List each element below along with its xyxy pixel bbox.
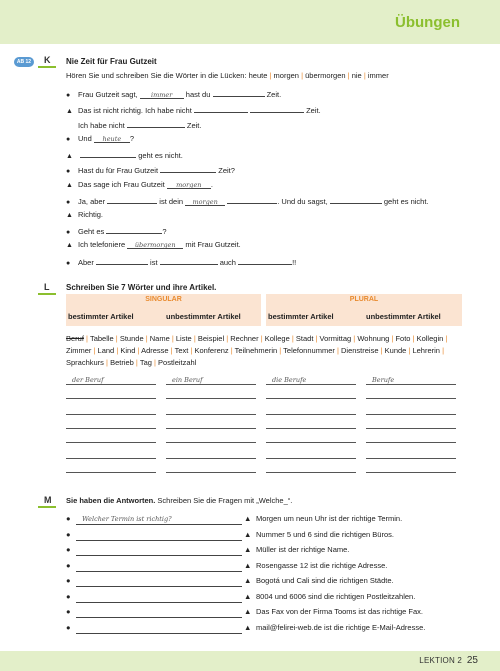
instruction-text: Hören Sie und schreiben Sie die Wörter in die Lücken: <box>66 71 247 80</box>
writing-line[interactable] <box>66 442 156 443</box>
answer-text: Das Fax von der Firma Tooms ist das richtige Fax. <box>256 607 423 616</box>
fill-blank[interactable]: heute <box>94 134 130 143</box>
example-entry: ein Beruf <box>172 376 203 384</box>
word-item: Tabelle <box>89 334 114 343</box>
section-m-instruction: Schreiben Sie die Fragen mit „Welche_“. <box>157 496 293 505</box>
audio-track-badge: AB 12 <box>14 57 34 67</box>
bullet-answer: ▲ <box>244 576 252 585</box>
answer-text: 8004 und 6006 sind die richtigen Postleitzahlen. <box>256 592 416 601</box>
answer-text: mail@felirei-web.de ist die richtige E-Mail-Adresse. <box>256 623 426 632</box>
dialog-line: ▲ Das ist nicht richtig. Ich habe nicht Zeit. <box>66 106 321 115</box>
fill-blank[interactable]: morgen <box>185 197 225 206</box>
writing-line[interactable] <box>66 398 156 399</box>
answer-text: Nummer 5 und 6 sind die richtigen Büros. <box>256 530 394 539</box>
word-option: übermorgen <box>305 71 346 80</box>
fill-blank[interactable] <box>80 149 136 158</box>
page-footer <box>0 651 500 671</box>
section-k-title: Nie Zeit für Frau Gutzeit <box>66 57 157 66</box>
dialog-line: ▲ Richtig. <box>66 210 104 219</box>
fill-blank[interactable] <box>106 225 162 234</box>
word-item: Vormittag <box>319 334 352 343</box>
bullet-answer: ▲ <box>244 623 252 632</box>
question-line[interactable] <box>76 609 242 618</box>
dialog-line: ▲ Das sage ich Frau Gutzeit morgen . <box>66 180 213 189</box>
writing-line[interactable] <box>166 398 256 399</box>
writing-line[interactable] <box>266 428 356 429</box>
fill-blank[interactable] <box>96 256 148 265</box>
word-item: Stadt <box>295 334 314 343</box>
column-header: unbestimmter Artikel <box>166 312 241 321</box>
word-item: Liste <box>175 334 192 343</box>
table-header-singular <box>66 294 261 326</box>
bullet-answer: ▲ <box>244 607 252 616</box>
section-label-m: M <box>44 495 52 505</box>
word-option: immer <box>367 71 389 80</box>
word-item: Telefonnummer <box>283 346 335 355</box>
lesson-label: LEKTION 2 <box>419 656 462 665</box>
fill-blank[interactable] <box>330 195 382 204</box>
writing-line[interactable] <box>266 384 356 385</box>
fill-blank[interactable] <box>127 119 185 128</box>
word-item: Land <box>97 346 115 355</box>
question-line[interactable] <box>76 594 242 603</box>
section-rule-l <box>38 293 56 295</box>
bullet-answer: ▲ <box>244 561 252 570</box>
writing-line[interactable] <box>266 458 356 459</box>
bullet-question: ● <box>66 530 71 539</box>
section-m-heading <box>66 496 292 505</box>
column-header: bestimmter Artikel <box>68 312 134 321</box>
word-item: Name <box>149 334 170 343</box>
word-item: Kollegin <box>416 334 444 343</box>
fill-blank[interactable]: morgen <box>167 180 211 189</box>
writing-line[interactable] <box>366 398 456 399</box>
bullet-question: ● <box>66 607 71 616</box>
bullet-question: ● <box>66 623 71 632</box>
answer-text: Morgen um neun Uhr ist der richtige Termin. <box>256 514 403 523</box>
page-title: Übungen <box>395 14 460 31</box>
word-item: Zimmer <box>66 346 92 355</box>
question-line[interactable] <box>76 625 242 634</box>
bullet-answer: ▲ <box>244 592 252 601</box>
bullet-question: ● <box>66 592 71 601</box>
group-label: PLURAL <box>349 296 379 303</box>
question-line[interactable] <box>76 578 242 587</box>
writing-line[interactable] <box>66 428 156 429</box>
writing-line[interactable] <box>166 384 256 385</box>
writing-line[interactable] <box>266 442 356 443</box>
writing-line[interactable] <box>66 414 156 415</box>
page-number: 25 <box>466 655 478 666</box>
bullet-question: ● <box>66 545 71 554</box>
fill-blank[interactable]: übermorgen <box>127 240 183 249</box>
fill-blank[interactable]: immer <box>140 90 184 99</box>
writing-line[interactable] <box>266 398 356 399</box>
dialog-line: ● Und heute ? <box>66 134 135 143</box>
page-header <box>0 0 500 44</box>
answer-text: Müller ist der richtige Name. <box>256 545 350 554</box>
word-item: Beispiel <box>197 334 225 343</box>
dialog-line: ● Ja, aber ist dein morgen . Und du sagst, geht es nicht. <box>66 197 429 206</box>
word-option: nie <box>351 71 362 80</box>
word-item: Kind <box>120 346 136 355</box>
table-header-plural <box>266 294 462 326</box>
writing-line[interactable] <box>366 428 456 429</box>
writing-line[interactable] <box>66 384 156 385</box>
word-item: Kollege <box>264 334 290 343</box>
fill-blank[interactable] <box>160 256 218 265</box>
writing-line[interactable] <box>266 414 356 415</box>
word-item: Teilnehmerin <box>234 346 278 355</box>
column-header: bestimmter Artikel <box>268 312 334 321</box>
writing-line[interactable] <box>166 472 256 473</box>
writing-line[interactable] <box>66 458 156 459</box>
fill-blank[interactable] <box>194 104 248 113</box>
example-entry: Berufe <box>372 376 395 384</box>
group-label: SINGULAR <box>145 296 182 303</box>
dialog-line: ▲ Ich telefoniere übermorgen mit Frau Gutzeit. <box>66 240 241 249</box>
section-label-l: L <box>44 282 50 292</box>
answer-text: Rosengasse 12 ist die richtige Adresse. <box>256 561 388 570</box>
writing-line[interactable] <box>266 472 356 473</box>
writing-line[interactable] <box>366 384 456 385</box>
example-entry: der Beruf <box>72 376 104 384</box>
fill-blank[interactable] <box>250 104 304 113</box>
word-item: Rechner <box>230 334 259 343</box>
column-header: unbestimmter Artikel <box>366 312 441 321</box>
question-line[interactable] <box>76 516 242 525</box>
word-item: Kunde <box>384 346 407 355</box>
word-item: Konferenz <box>194 346 229 355</box>
word-option: heute <box>248 71 268 80</box>
word-option: morgen <box>273 71 299 80</box>
dialog-line: ● Hast du für Frau Gutzeit Zeit? <box>66 166 235 175</box>
section-k-instruction: Hören Sie und schreiben Sie die Wörter in die Lücken: heute | morgen | übermorgen | nie | immer <box>66 71 389 80</box>
bullet-answer: ▲ <box>244 514 252 523</box>
section-rule-k <box>38 66 56 68</box>
dialog-line: Ich habe nicht Zeit. <box>78 121 202 130</box>
fill-blank[interactable] <box>213 88 265 97</box>
writing-line[interactable] <box>166 428 256 429</box>
bullet-answer: ▲ <box>244 545 252 554</box>
struck-word: Beruf <box>66 334 84 343</box>
word-item: Dienstreise <box>341 346 379 355</box>
writing-line[interactable] <box>66 472 156 473</box>
dialog-line: ● Aber ist auch !! <box>66 258 297 267</box>
fill-blank[interactable] <box>227 195 277 204</box>
section-rule-m <box>38 506 56 508</box>
word-item: Postleitzahl <box>158 358 197 367</box>
dialog-line: ● Frau Gutzeit sagt, immer hast du Zeit. <box>66 90 282 99</box>
word-item: Wohnung <box>357 334 390 343</box>
bullet-answer: ▲ <box>244 530 252 539</box>
writing-line[interactable] <box>366 472 456 473</box>
question-line[interactable] <box>76 547 242 556</box>
example-entry: die Berufe <box>272 376 307 384</box>
bullet-question: ● <box>66 576 71 585</box>
word-item: Foto <box>395 334 411 343</box>
section-l-title: Schreiben Sie 7 Wörter und ihre Artikel. <box>66 283 217 292</box>
word-item: Sprachkurs <box>66 358 104 367</box>
fill-blank[interactable] <box>238 256 292 265</box>
bullet-question: ● <box>66 514 71 523</box>
dialog-line: ▲ geht es nicht. <box>66 151 183 160</box>
writing-line[interactable] <box>366 442 456 443</box>
word-item: Betrieb <box>110 358 134 367</box>
fill-blank[interactable] <box>160 164 216 173</box>
example-question: Welcher Termin ist richtig? <box>82 515 172 523</box>
question-line[interactable] <box>76 563 242 572</box>
word-item: Adresse <box>141 346 169 355</box>
writing-line[interactable] <box>166 414 256 415</box>
word-item: Text <box>174 346 189 355</box>
section-label-k: K <box>44 55 51 65</box>
writing-line[interactable] <box>166 442 256 443</box>
word-item: Lehrerin <box>412 346 440 355</box>
answer-text: Bogotá und Cali sind die richtigen Städte. <box>256 576 394 585</box>
section-m-title: Sie haben die Antworten. <box>66 496 156 505</box>
dialog-line: ● Geht es ? <box>66 227 167 236</box>
writing-line[interactable] <box>366 414 456 415</box>
word-item: Tag <box>139 358 152 367</box>
fill-blank[interactable] <box>107 195 157 204</box>
bullet-question: ● <box>66 561 71 570</box>
writing-line[interactable] <box>366 458 456 459</box>
writing-line[interactable] <box>166 458 256 459</box>
word-item: Stunde <box>119 334 144 343</box>
question-line[interactable] <box>76 532 242 541</box>
word-list: Beruf | Tabelle | Stunde | Name | Liste | Beispiel | Rechner | Kollege | Stadt | Vormittag | Wohnung | Foto | Kollegin | Zimmer | Land | Kind | Adresse | Text | Konferenz | Teilnehmerin | Telefonnummer | Dienstreise | Kunde | Lehrerin | Sprachkurs | Betrieb | Tag | Postleitzahl <box>66 334 448 367</box>
